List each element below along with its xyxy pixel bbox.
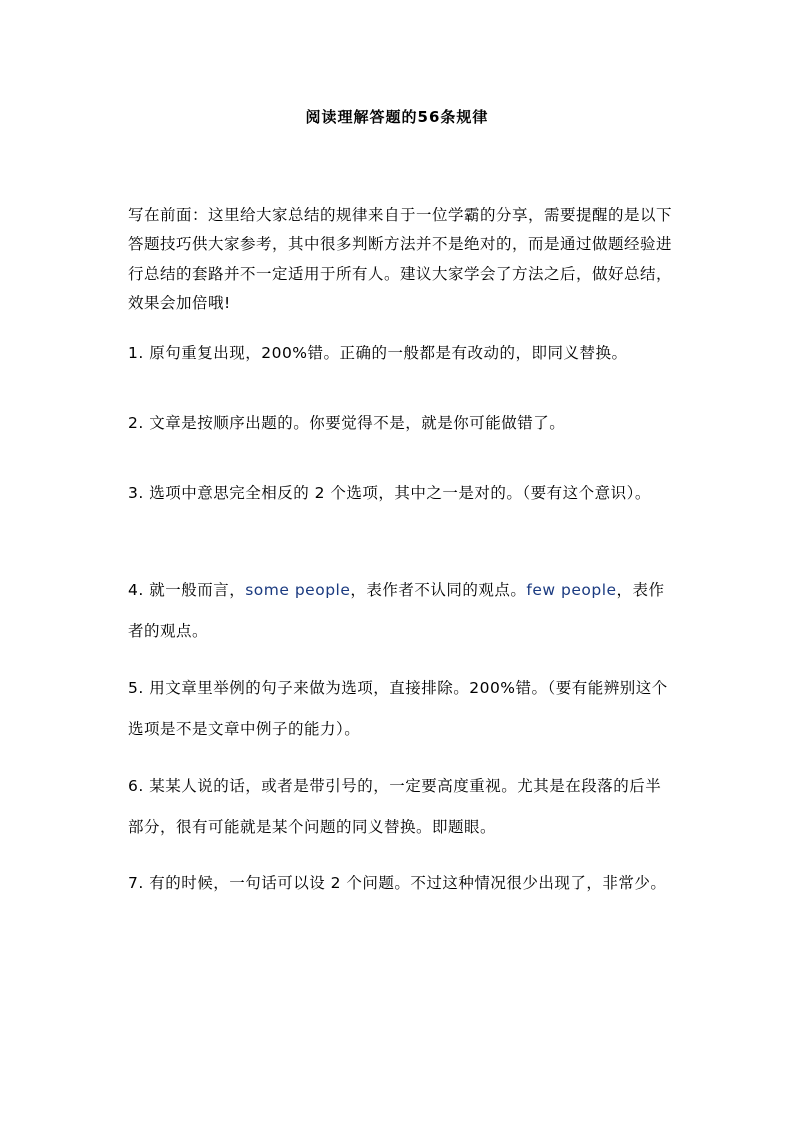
rule-4-term-some-people: some people — [245, 581, 351, 599]
rule-4-part3: ，表作者的观点。 — [128, 581, 665, 640]
rule-5: 5. 用文章里举例的句子来做为选项，直接排除。200%错。（要有能辨别这个选项是不是文章中例子的能力）。 — [128, 679, 668, 738]
rule-4-part2: ，表作者不认同的观点。 — [350, 581, 527, 599]
rule-4-part1: 4. 就一般而言， — [128, 581, 246, 599]
rule-4-term-few-people: few people — [526, 581, 617, 599]
rule-2: 2. 文章是按顺序出题的。你要觉得不是，就是你可能做错了。 — [128, 414, 566, 432]
rule-6: 6. 某某人说的话，或者是带引号的，一定要高度重视。尤其是在段落的后半部分，很有可能就是某个问题的同义替换。即题眼。 — [128, 777, 662, 836]
rule-7: 7. 有的时候，一句话可以设 2 个问题。不过这种情况很少出现了，非常少。 — [128, 874, 667, 892]
rule-3: 3. 选项中意思完全相反的 2 个选项，其中之一是对的。（要有这个意识）。 — [128, 484, 651, 502]
rule-1: 1. 原句重复出现，200%错。正确的一般都是有改动的，即同义替换。 — [128, 344, 628, 362]
rule-4 — [128, 570, 676, 652]
document-title: 阅读理解答题的56条规律 — [305, 108, 489, 126]
intro-paragraph: 写在前面：这里给大家总结的规律来自于一位学霸的分享，需要提醒的是以下答题技巧供大家参考，其中很多判断方法并不是绝对的，而是通过做题经验进行总结的套路并不一定适用于所有人。建议大家学会了方法之后，做好总结，效果会加倍哦! — [128, 206, 673, 312]
